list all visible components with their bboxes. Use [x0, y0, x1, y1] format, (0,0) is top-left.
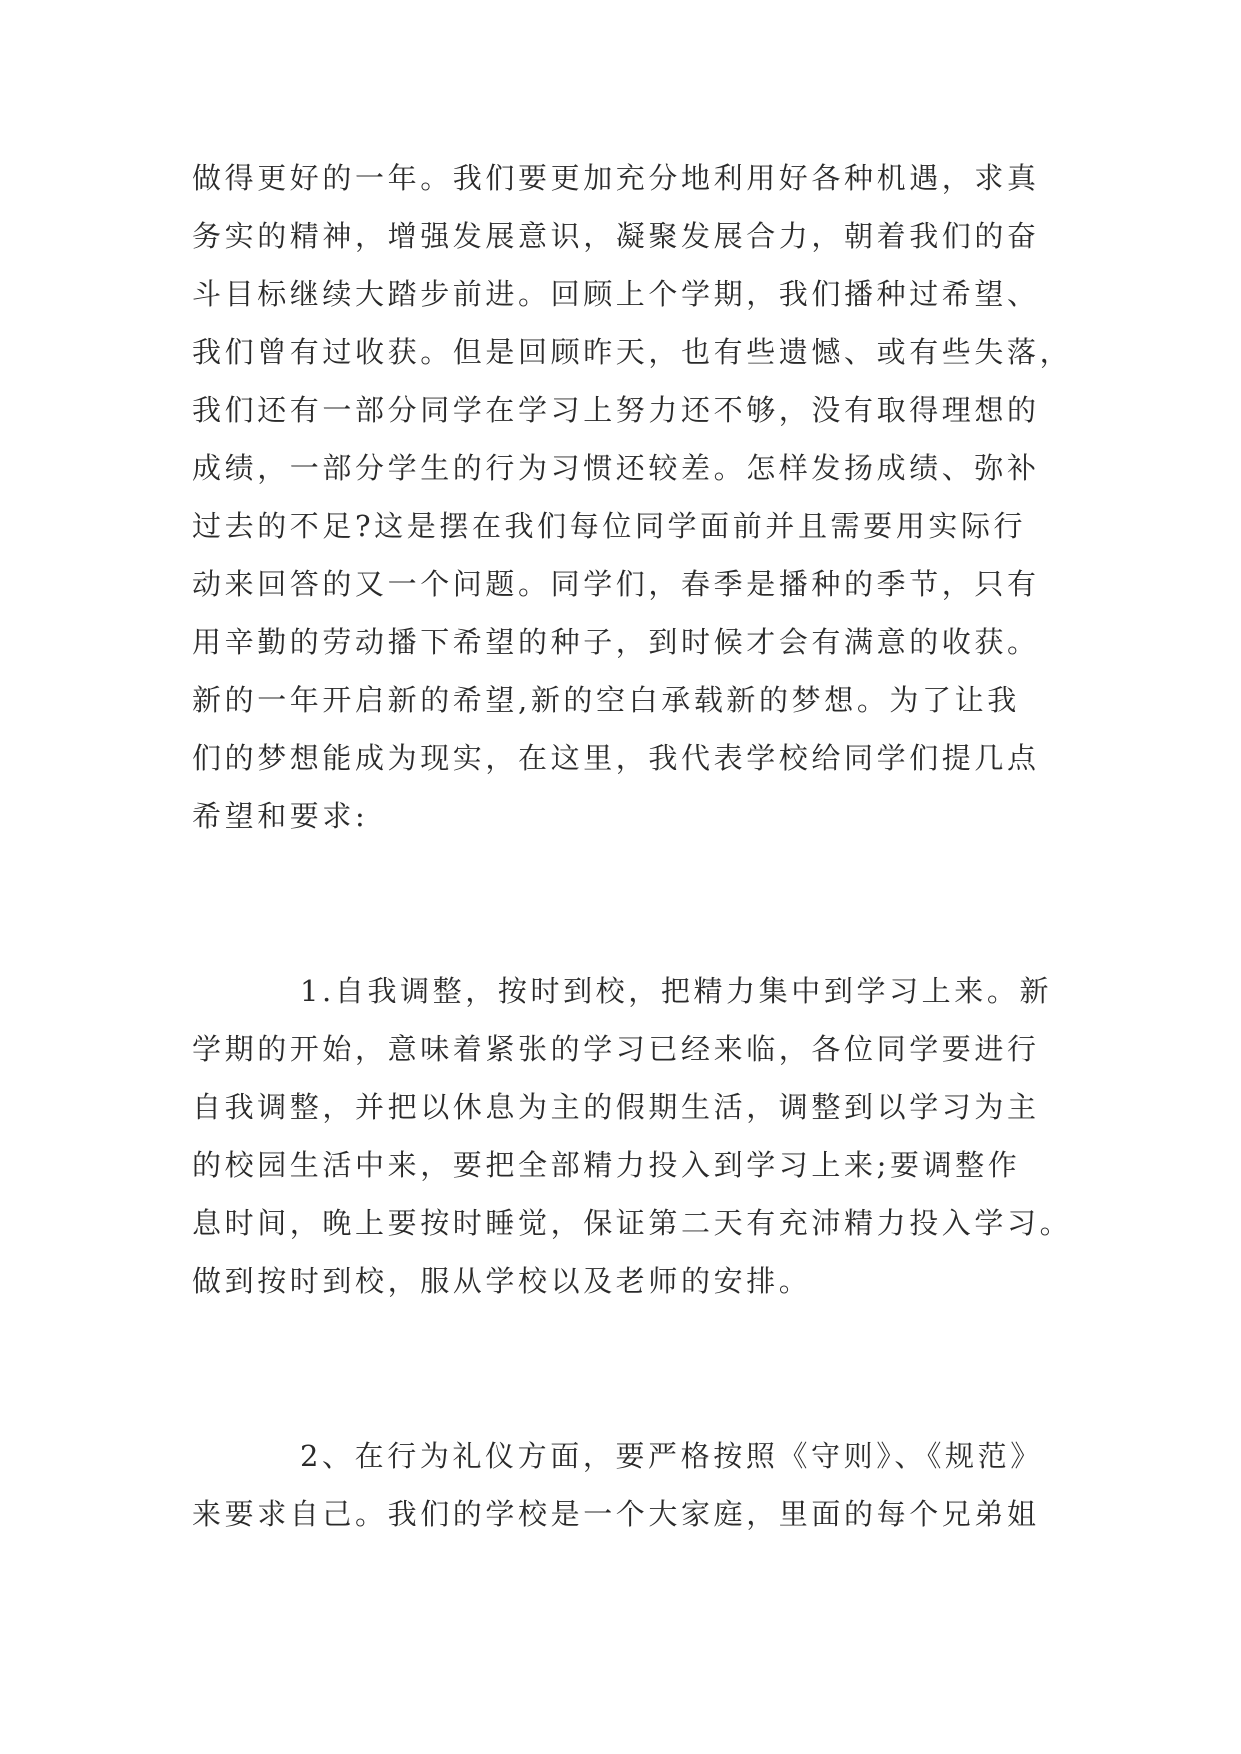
text-line: 新的一年开启新的希望,新的空白承载新的梦想。为了让我: [192, 683, 1020, 717]
text-line: 来要求自己。我们的学校是一个大家庭，里面的每个兄弟姐: [192, 1497, 1040, 1531]
text-line: 学期的开始，意味着紧张的学习已经来临，各位同学要进行: [192, 1032, 1040, 1066]
text-line: 希望和要求:: [192, 799, 369, 833]
text-line: 务实的精神，增强发展意识，凝聚发展合力，朝着我们的奋: [192, 219, 1040, 253]
text-line: 动来回答的又一个问题。同学们，春季是播种的季节，只有: [192, 567, 1040, 601]
text-line: 1.自我调整，按时到校，把精力集中到学习上来。新: [300, 974, 1053, 1008]
text-line: 们的梦想能成为现实，在这里，我代表学校给同学们提几点: [192, 741, 1040, 775]
text-line: 用辛勤的劳动播下希望的种子，到时候才会有满意的收获。: [192, 625, 1040, 659]
text-line: 我们还有一部分同学在学习上努力还不够，没有取得理想的: [192, 393, 1040, 427]
text-line: 我们曾有过收获。但是回顾昨天，也有些遗憾、或有些失落，: [192, 335, 1073, 369]
text-line: 自我调整，并把以休息为主的假期生活，调整到以学习为主: [192, 1090, 1040, 1124]
text-line: 做得更好的一年。我们要更加充分地利用好各种机遇，求真: [192, 161, 1040, 195]
text-line: 成绩，一部分学生的行为习惯还较差。怎样发扬成绩、弥补: [192, 451, 1040, 485]
text-line: 做到按时到校，服从学校以及老师的安排。: [192, 1264, 812, 1298]
text-line: 斗目标继续大踏步前进。回顾上个学期，我们播种过希望、: [192, 277, 1040, 311]
text-line: 的校园生活中来，要把全部精力投入到学习上来;要调整作: [192, 1148, 1021, 1182]
text-line: 息时间，晚上要按时睡觉，保证第二天有充沛精力投入学习。: [192, 1206, 1073, 1240]
text-line: 过去的不足?这是摆在我们每位同学面前并且需要用实际行: [192, 509, 1027, 543]
text-line: 2、在行为礼仪方面，要严格按照《守则》、《规范》: [300, 1439, 1043, 1473]
